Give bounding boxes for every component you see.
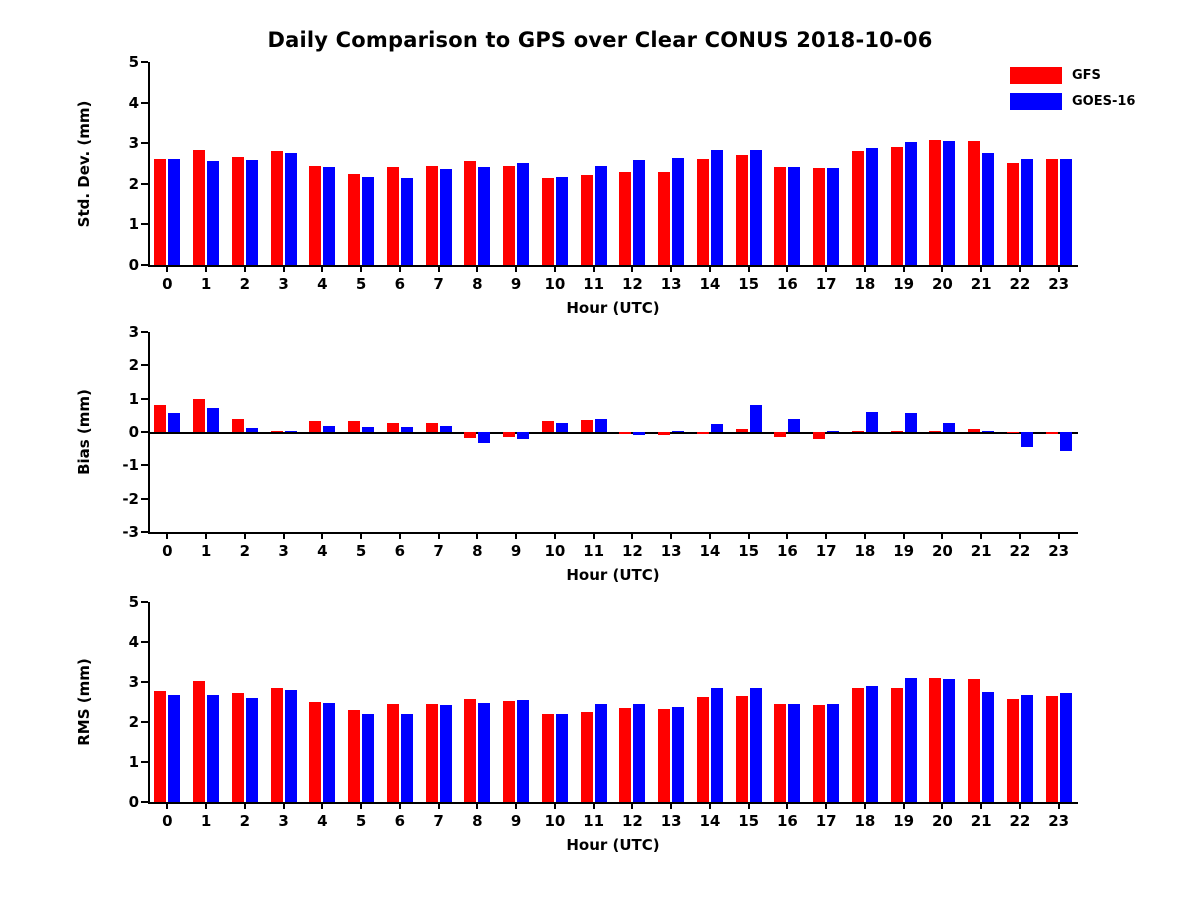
bar-gfs <box>891 688 903 802</box>
x-tick-label: 1 <box>200 812 212 830</box>
bar-goes16 <box>905 678 917 802</box>
y-tick-label: 1 <box>128 389 139 408</box>
x-tick-label: 15 <box>738 275 760 293</box>
x-tick-label: 21 <box>970 275 992 293</box>
bar-goes16 <box>672 707 684 802</box>
x-axis-label-std-dev: Hour (UTC) <box>566 299 660 317</box>
x-tick-mark <box>515 802 517 809</box>
y-tick-mark <box>141 681 148 683</box>
x-tick-label: 14 <box>699 542 721 560</box>
x-axis-label-bias: Hour (UTC) <box>566 566 660 584</box>
x-tick-label: 11 <box>583 542 605 560</box>
bar-gfs <box>542 714 554 802</box>
x-tick-label: 20 <box>931 812 953 830</box>
x-tick-label: 6 <box>394 275 406 293</box>
bar-goes16 <box>168 695 180 802</box>
x-tick-mark <box>709 802 711 809</box>
x-tick-label: 3 <box>278 275 289 293</box>
y-tick-label: -2 <box>122 489 139 508</box>
bar-gfs <box>929 678 941 802</box>
y-tick-mark <box>141 641 148 643</box>
x-tick-label: 8 <box>472 542 483 560</box>
x-tick-label: 12 <box>621 812 643 830</box>
x-tick-label: 10 <box>544 812 566 830</box>
x-tick-label: 19 <box>893 275 915 293</box>
bar-gfs <box>1046 696 1058 802</box>
bar-goes16 <box>633 704 645 802</box>
bar-goes16 <box>517 700 529 802</box>
legend-label-goes16: GOES-16 <box>1072 93 1136 109</box>
x-tick-label: 9 <box>510 275 522 293</box>
x-tick-mark <box>205 802 207 809</box>
bar-goes16 <box>478 703 490 802</box>
x-tick-label: 5 <box>355 542 367 560</box>
y-tick-label: 4 <box>128 633 139 651</box>
x-tick-mark <box>670 802 672 809</box>
x-tick-mark <box>244 802 246 809</box>
x-tick-mark <box>283 802 285 809</box>
x-tick-label: 18 <box>854 275 876 293</box>
x-tick-mark <box>941 802 943 809</box>
x-tick-label: 4 <box>317 542 328 560</box>
x-tick-mark <box>166 802 168 809</box>
x-tick-label: 10 <box>544 275 566 293</box>
x-tick-label: 22 <box>1009 812 1031 830</box>
bar-gfs <box>1007 699 1019 802</box>
y-axis-label-rms: RMS (mm) <box>75 658 93 746</box>
x-tick-label: 10 <box>544 542 566 560</box>
x-tick-mark <box>903 802 905 809</box>
x-tick-label: 3 <box>278 542 289 560</box>
x-tick-label: 7 <box>433 542 444 560</box>
x-tick-label: 0 <box>162 812 173 830</box>
y-tick-label: 1 <box>128 753 139 771</box>
x-tick-mark <box>748 802 750 809</box>
x-tick-mark <box>593 802 595 809</box>
y-tick-mark <box>141 601 148 603</box>
x-tick-label: 21 <box>970 542 992 560</box>
x-tick-label: 13 <box>660 542 682 560</box>
x-tick-label: 4 <box>317 275 328 293</box>
x-tick-label: 17 <box>815 275 837 293</box>
bar-gfs <box>193 681 205 802</box>
x-tick-label: 11 <box>583 812 605 830</box>
bar-goes16 <box>323 703 335 802</box>
x-axis-label-rms: Hour (UTC) <box>566 836 660 854</box>
x-tick-label: 9 <box>510 542 522 560</box>
x-tick-label: 16 <box>776 542 798 560</box>
bar-gfs <box>387 704 399 802</box>
x-tick-mark <box>399 802 401 809</box>
x-tick-label: 2 <box>239 812 251 830</box>
x-tick-mark <box>1019 802 1021 809</box>
x-tick-mark <box>980 802 982 809</box>
x-tick-label: 8 <box>472 812 483 830</box>
x-tick-mark <box>554 802 556 809</box>
x-tick-label: 7 <box>433 275 444 293</box>
x-tick-label: 13 <box>660 812 682 830</box>
bar-gfs <box>503 701 515 802</box>
x-tick-label: 15 <box>738 542 760 560</box>
bar-goes16 <box>827 704 839 802</box>
x-tick-label: 3 <box>278 812 289 830</box>
x-tick-label: 5 <box>355 275 367 293</box>
bar-goes16 <box>401 714 413 802</box>
bar-goes16 <box>866 686 878 802</box>
x-tick-mark <box>360 802 362 809</box>
y-tick-label: 5 <box>128 53 139 71</box>
y-tick-mark <box>141 801 148 803</box>
x-tick-label: 4 <box>317 812 328 830</box>
x-tick-label: 12 <box>621 275 643 293</box>
x-tick-mark <box>438 802 440 809</box>
bar-goes16 <box>556 714 568 802</box>
y-tick-label: 3 <box>128 673 139 691</box>
x-axis-rms <box>148 802 1078 804</box>
bar-gfs <box>271 688 283 802</box>
bar-goes16 <box>711 688 723 802</box>
bar-goes16 <box>440 705 452 802</box>
x-tick-label: 14 <box>699 812 721 830</box>
y-axis-label-bias: Bias (mm) <box>75 389 93 475</box>
bar-gfs <box>619 708 631 802</box>
y-tick-label: 2 <box>128 356 139 375</box>
x-tick-mark <box>1058 802 1060 809</box>
x-tick-label: 18 <box>854 812 876 830</box>
bar-goes16 <box>788 704 800 802</box>
x-tick-mark <box>786 802 788 809</box>
y-tick-mark <box>141 721 148 723</box>
x-tick-label: 16 <box>776 812 798 830</box>
x-tick-label: 2 <box>239 275 251 293</box>
x-tick-label: 23 <box>1048 812 1070 830</box>
bar-gfs <box>581 712 593 802</box>
bar-gfs <box>968 679 980 802</box>
x-tick-label: 15 <box>738 812 760 830</box>
x-tick-label: 11 <box>583 275 605 293</box>
y-axis-label-std-dev: Std. Dev. (mm) <box>75 100 93 227</box>
figure-title: Daily Comparison to GPS over Clear CONUS 2018-10-06 <box>267 28 933 52</box>
x-tick-label: 9 <box>510 812 522 830</box>
bar-gfs <box>852 688 864 802</box>
x-tick-label: 6 <box>394 812 406 830</box>
bar-gfs <box>426 704 438 802</box>
y-tick-label: 1 <box>128 215 139 234</box>
bar-goes16 <box>595 704 607 802</box>
x-tick-label: 0 <box>162 542 173 560</box>
bar-goes16 <box>943 679 955 802</box>
y-tick-label: -1 <box>122 456 139 475</box>
x-tick-label: 17 <box>815 542 837 560</box>
x-tick-label: 23 <box>1048 275 1070 293</box>
x-tick-label: 2 <box>239 542 251 560</box>
x-tick-label: 20 <box>931 542 953 560</box>
bar-goes16 <box>1060 693 1072 802</box>
bar-goes16 <box>362 714 374 802</box>
x-tick-label: 5 <box>355 812 367 830</box>
legend-label-gfs: GFS <box>1072 67 1101 83</box>
x-tick-label: 14 <box>699 275 721 293</box>
y-tick-mark <box>141 761 148 763</box>
x-tick-mark <box>321 802 323 809</box>
y-tick-label: 3 <box>128 134 139 153</box>
x-tick-label: 19 <box>893 542 915 560</box>
y-tick-label: -3 <box>122 523 139 541</box>
bar-gfs <box>736 696 748 802</box>
bar-gfs <box>309 702 321 802</box>
y-tick-label: 2 <box>128 174 139 193</box>
y-tick-label: 0 <box>128 423 139 441</box>
bar-gfs <box>232 693 244 802</box>
bar-goes16 <box>982 692 994 802</box>
y-tick-label: 3 <box>128 323 139 341</box>
x-tick-label: 1 <box>200 542 212 560</box>
bar-gfs <box>658 709 670 802</box>
x-tick-label: 1 <box>200 275 212 293</box>
x-tick-label: 21 <box>970 812 992 830</box>
bar-goes16 <box>246 698 258 802</box>
x-tick-label: 8 <box>472 275 483 293</box>
x-tick-mark <box>476 802 478 809</box>
bar-gfs <box>697 697 709 802</box>
y-tick-label: 4 <box>128 93 139 112</box>
y-tick-label: 2 <box>128 713 139 731</box>
bar-gfs <box>154 691 166 802</box>
x-tick-label: 23 <box>1048 542 1070 560</box>
bar-goes16 <box>285 690 297 802</box>
y-tick-label: 0 <box>128 256 139 274</box>
x-tick-label: 6 <box>394 542 406 560</box>
y-tick-label: 0 <box>128 793 139 811</box>
bar-goes16 <box>750 688 762 802</box>
x-tick-label: 19 <box>893 812 915 830</box>
bar-gfs <box>813 705 825 802</box>
x-tick-label: 18 <box>854 542 876 560</box>
bar-goes16 <box>207 695 219 802</box>
x-tick-mark <box>631 802 633 809</box>
bar-goes16 <box>1021 695 1033 802</box>
x-tick-label: 12 <box>621 542 643 560</box>
x-tick-label: 16 <box>776 275 798 293</box>
x-tick-label: 13 <box>660 275 682 293</box>
x-tick-label: 17 <box>815 812 837 830</box>
x-tick-label: 0 <box>162 275 173 293</box>
y-tick-label: 5 <box>128 593 139 611</box>
x-tick-mark <box>864 802 866 809</box>
bar-gfs <box>774 704 786 802</box>
x-tick-label: 20 <box>931 275 953 293</box>
x-tick-mark <box>825 802 827 809</box>
bar-gfs <box>348 710 360 802</box>
x-tick-label: 7 <box>433 812 444 830</box>
x-tick-label: 22 <box>1009 542 1031 560</box>
bar-gfs <box>464 699 476 802</box>
x-tick-label: 22 <box>1009 275 1031 293</box>
